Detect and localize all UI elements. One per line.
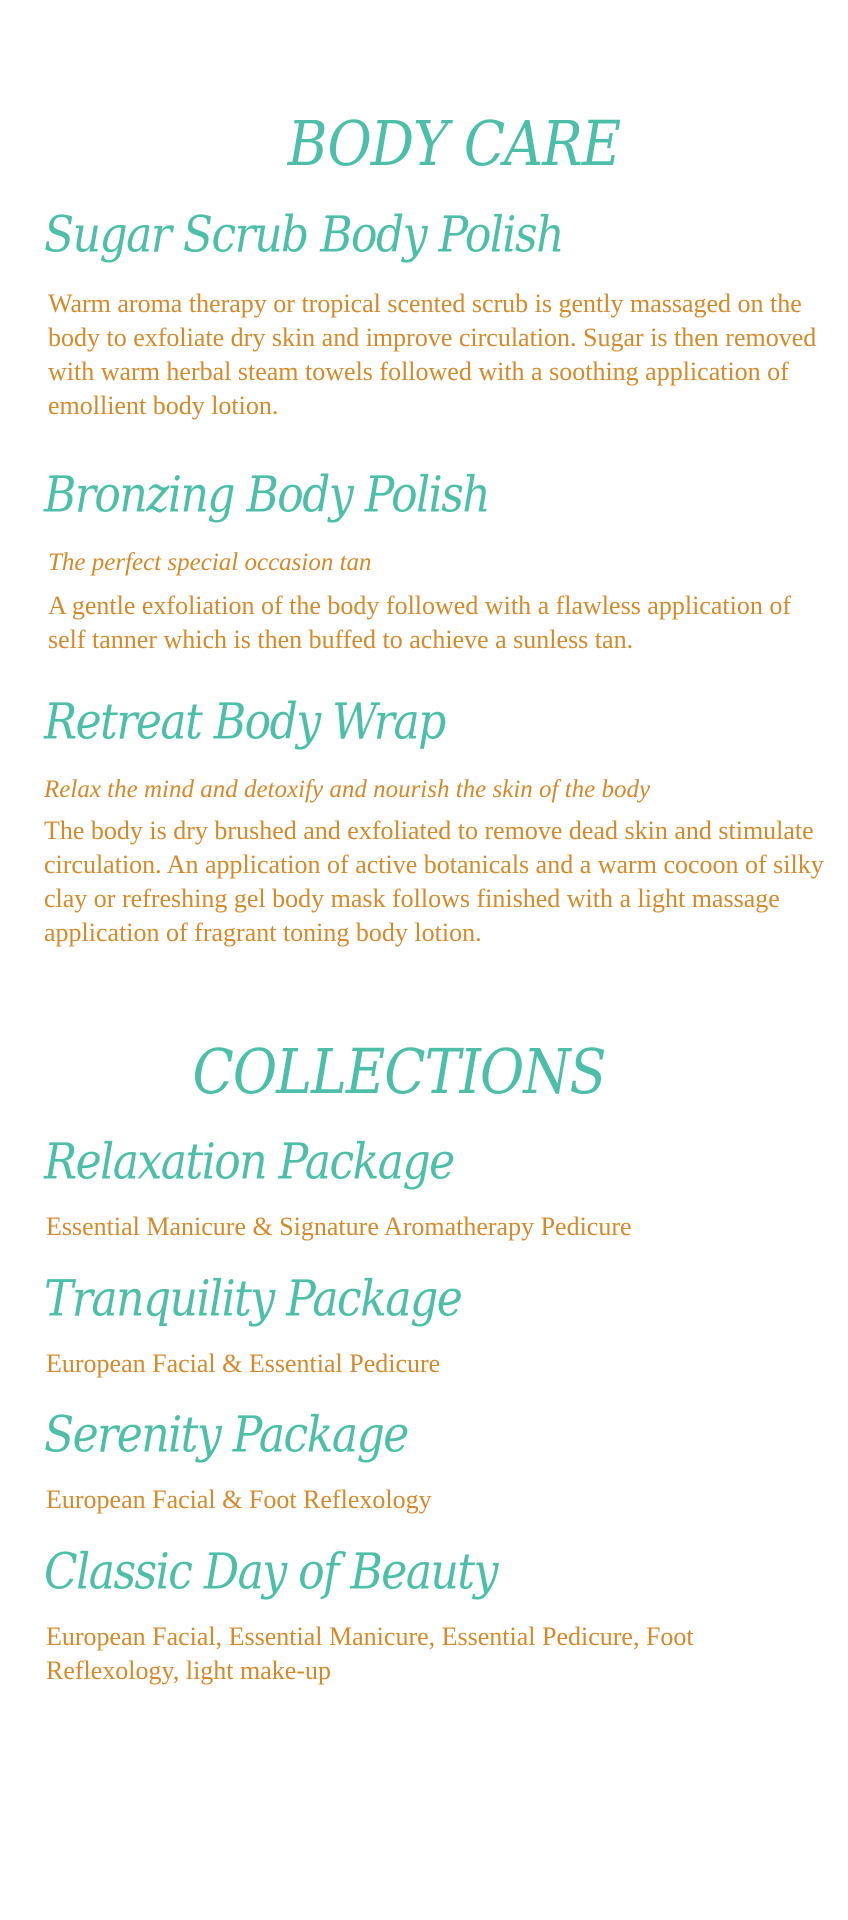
package-title: Tranquility Package	[44, 1270, 462, 1329]
service-item-retreat-wrap	[44, 693, 824, 950]
package-item-serenity	[44, 1406, 824, 1517]
service-title: Retreat Body Wrap	[44, 693, 445, 752]
body-care-section	[0, 107, 848, 180]
package-title: Relaxation Package	[44, 1133, 454, 1192]
service-title: Bronzing Body Polish	[44, 466, 490, 525]
package-description: European Facial & Foot Reflexology	[46, 1485, 432, 1514]
service-description: A gentle exfoliation of the body followed with a flawless application of self tanner which is then buffed to achieve a sunless tan.	[48, 591, 791, 654]
service-description: Warm aroma therapy or tropical scented scrub is gently massaged on the body to exfoliate dry skin and improve circulation. Sugar is then removed with warm herbal steam towels followed with a soothing application of emollient body lotion.	[48, 289, 817, 420]
service-item-bronzing	[44, 466, 824, 657]
package-description: European Facial & Essential Pedicure	[46, 1349, 441, 1378]
service-title: Sugar Scrub Body Polish	[44, 206, 563, 265]
collections-heading: COLLECTIONS	[192, 1035, 606, 1108]
package-title: Classic Day of Beauty	[44, 1543, 497, 1602]
service-description: The body is dry brushed and exfoliated to remove dead skin and stimulate circulation. An application of active botanicals and a warm cocoon of silky clay or refreshing gel body mask follows finished with a light massage application of fragrant toning body lotion.	[44, 816, 824, 947]
package-title: Serenity Package	[44, 1406, 408, 1465]
package-description: Essential Manicure & Signature Aromatherapy Pedicure	[46, 1212, 632, 1241]
collections-section	[0, 1035, 848, 1108]
package-item-relaxation	[44, 1133, 824, 1244]
service-subtitle: Relax the mind and detoxify and nourish the skin of the body	[44, 776, 651, 803]
body-care-heading: BODY CARE	[287, 107, 621, 180]
package-description: European Facial, Essential Manicure, Essential Pedicure, Foot Reflexology, light make-up	[46, 1622, 694, 1685]
package-item-tranquility	[44, 1270, 824, 1381]
service-item-sugar-scrub	[44, 206, 824, 423]
service-subtitle: The perfect special occasion tan	[48, 549, 372, 576]
package-item-classic-day	[44, 1543, 738, 1688]
